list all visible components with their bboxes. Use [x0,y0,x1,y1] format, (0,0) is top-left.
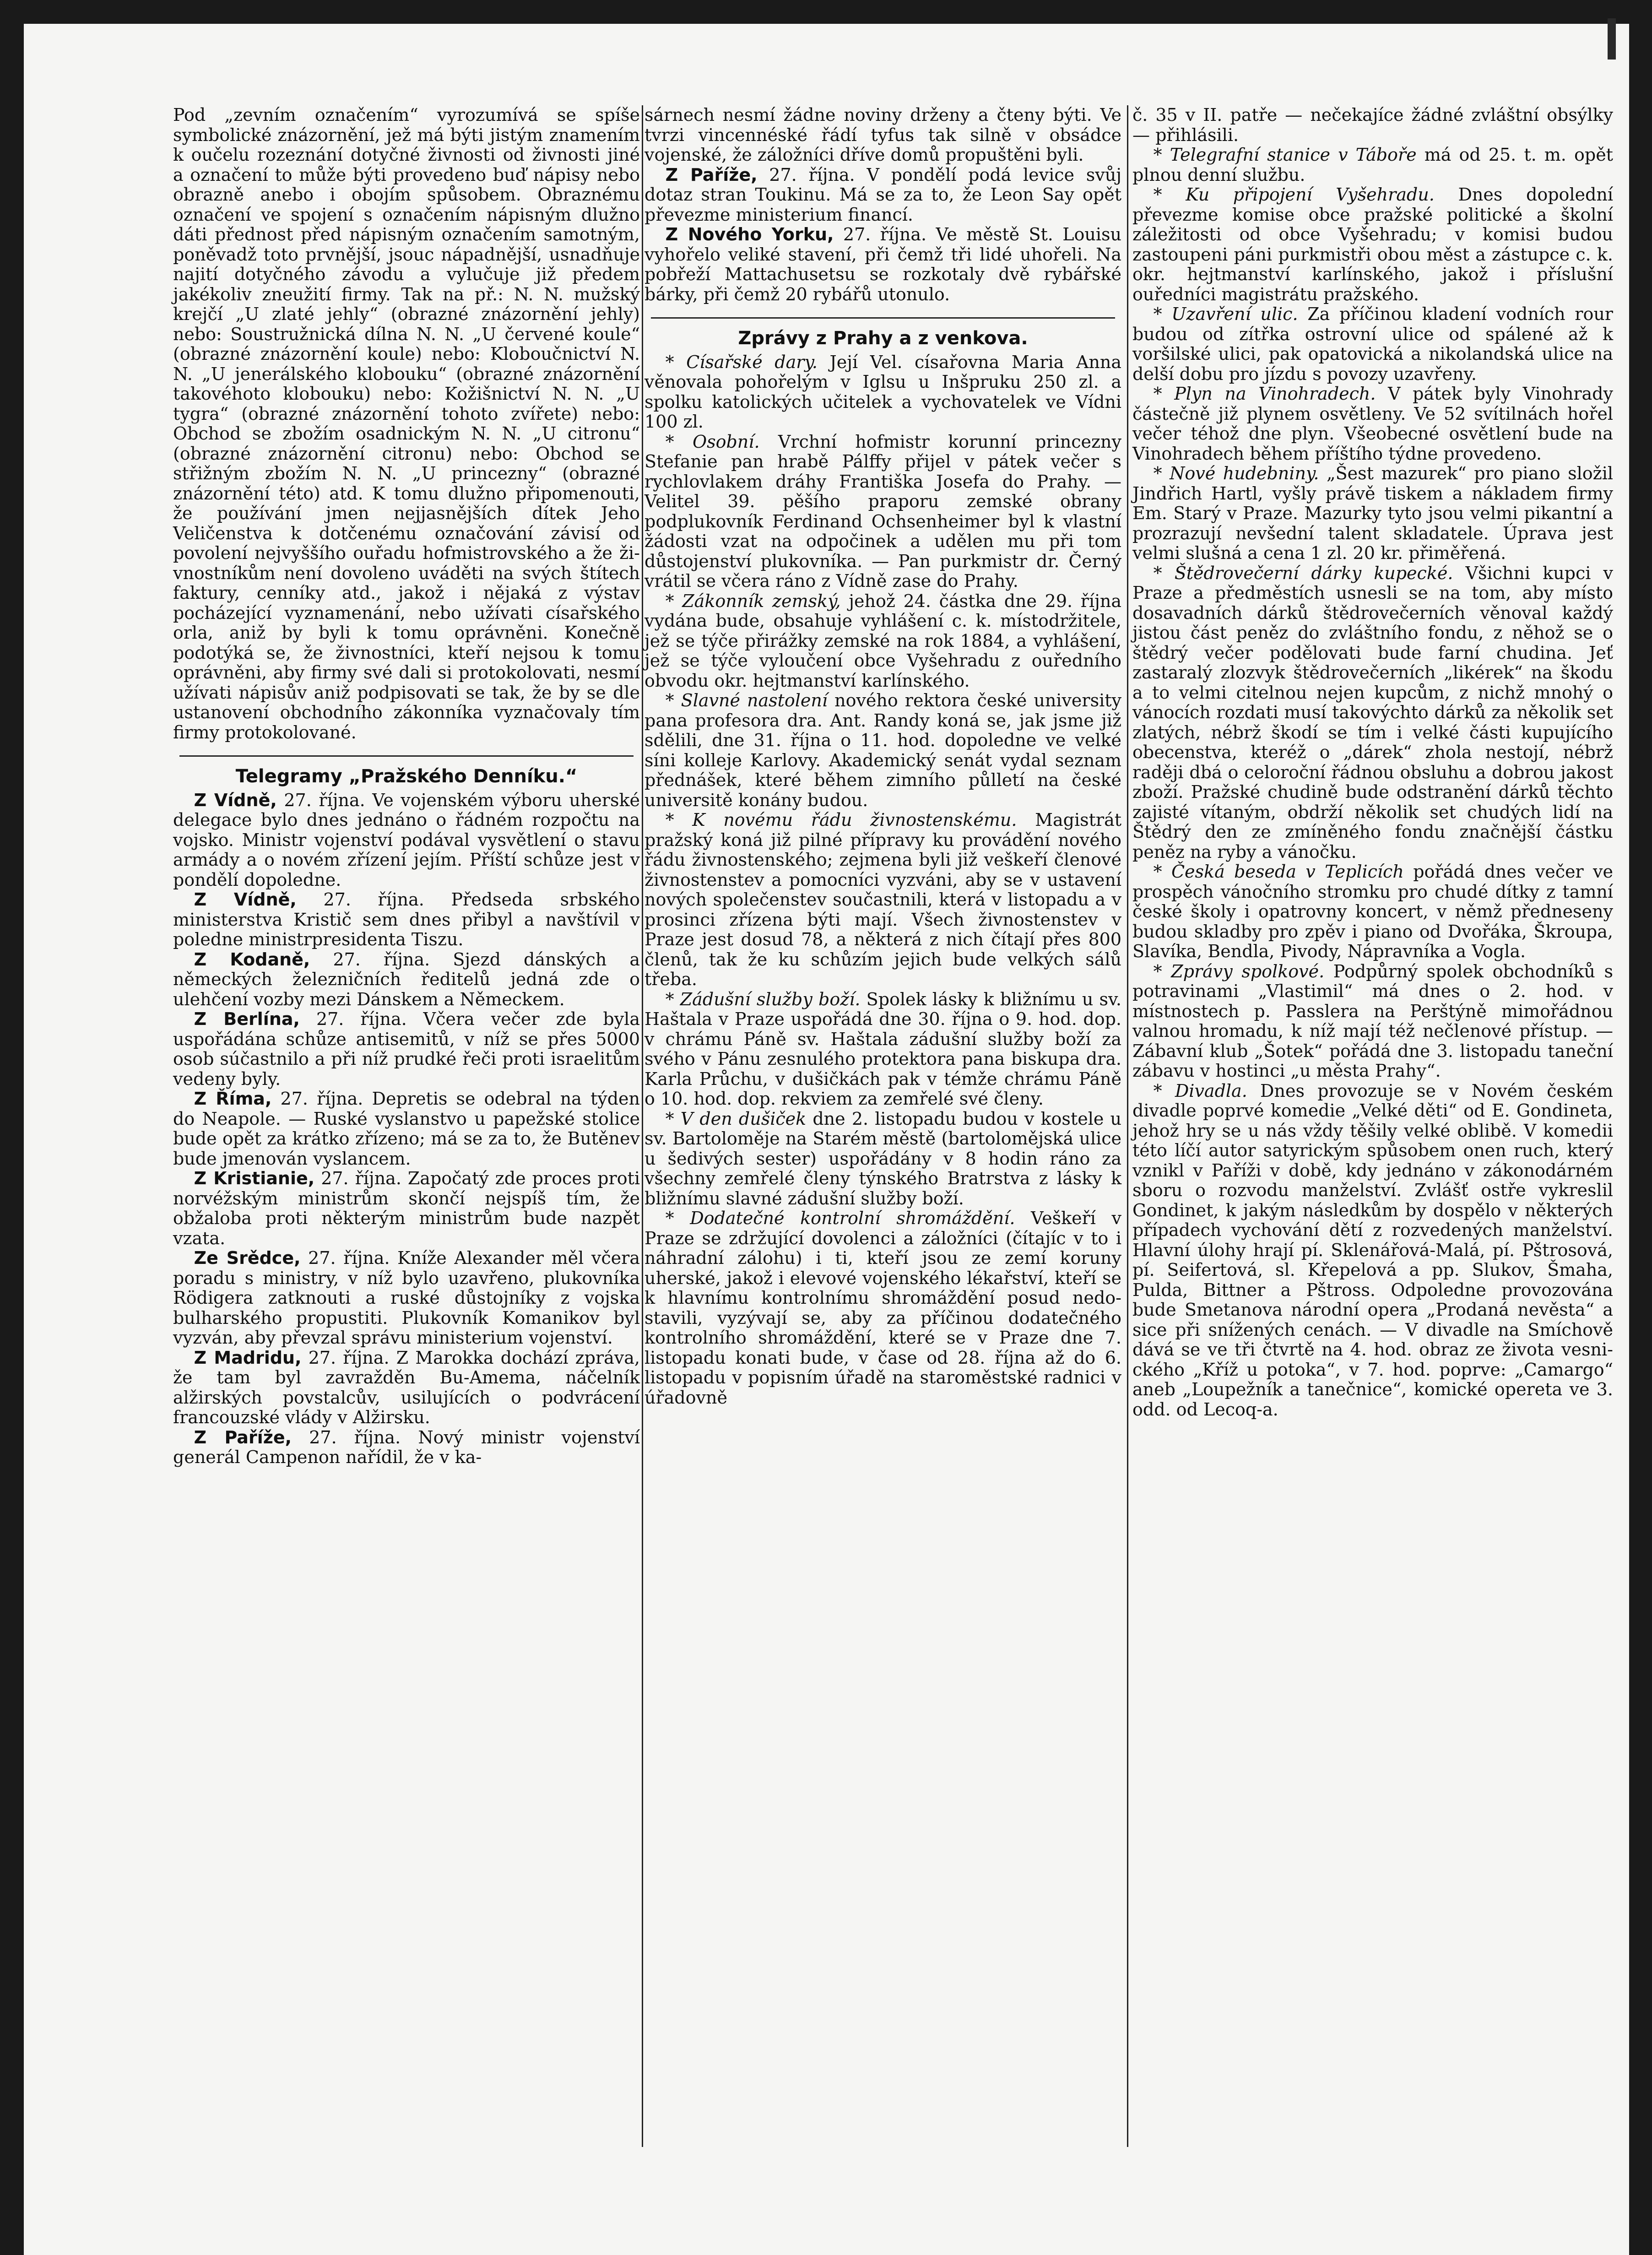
telegram-text: 27. října. Předseda srbského ministerstva Kristič sem dnes přibyl a navštívil v poledne ministrpresidenta Tiszu. [173,889,640,949]
news-item-title: Zprávy spolkové. [1171,961,1325,981]
news-item-title: Plyn na Vinohradech. [1174,384,1376,404]
section-divider [651,317,1115,319]
news-item: * Telegrafní stanice v Táboře má od 25. t. m. opět plnou denní službu. [1132,145,1613,185]
telegram-item [645,225,1121,304]
section-divider [179,755,634,757]
telegram-item [173,1089,640,1169]
news-list [645,352,1121,1408]
continued-paragraph: sárnech nesmí žádne noviny drženy a čteny býti. Ve tvrzi vincennéské řádí tyfus tak silně v obsádce vojenské, že záložníci dříve domů propuštěni byli. [645,105,1121,165]
news-item-title: Česká beseda v Teplicích [1171,862,1404,882]
telegram-text: 27. října. Včera večer zde byla uspořádána schůze antisemitů, v níž se přes 5000 osob súčastnilo a při níž prudké řeči proti israelitům vedeny byly. [173,1009,640,1089]
news-item: * Slavné nastolení nového rektora české university pana profesora dra. Ant. Randy koná se, jak jsme již sdělili, dne 31. října o 11. hod. dopoledne ve velké síni kolleje Karlovy. Akademický senát vydal seznam přednášek, které během zimního půlletí na české universitě konány budou. [645,690,1121,810]
telegram-list [645,165,1121,305]
telegram-text: 27. října. Započatý zde proces proti norvéžským ministrům skončí nejspíš tím, že obžaloba proti některým ministrům bude nazpět vzata. [173,1168,640,1248]
news-item: * Nové hudebniny. „Šest mazurek“ pro piano složil Jindřich Hartl, vyšly právě tiskem a nákladem firmy Em. Starý v Praze. Mazurky tyto jsou velmi pikantní a prozrazují nevšední talent skladatele. Úprava jest velmi slušná a cena 1 zl. 20 kr. přiměřená. [1132,463,1613,563]
news-item-text: dne 2. listopadu budou v kostele u sv. Bartoloměje na Starém městě (bartolomějská ulice u šedivých sester) uspořádány v 8 hodin ráno za všechny zemřelé členy týnského Bratrstva z lásky k bližnímu slavné zádušní služby boží. [645,1108,1121,1209]
telegram-text: 27. října. V pondělí podá levice svůj dotaz stran Toukinu. Má se za to, že Leon Say opět převezme ministerium financí. [645,164,1121,225]
news-item-text: Magistrát pražský koná již pilné přípravy ku provádění nového řádu živnostenského; zejmena byli již veškeří členové živnostenstev a pomocníci vyzváni, aby se v ustavení nových společenstev součastnili, která v listopadu a v prosinci zřízena býti mají. Všech živnostenstev v Praze jest dosud 78, a některá z nich čítají přes 800 členů, tak že ku schůzím jejich bude velkých sálů třeba. [645,810,1121,989]
news-item-text: V pátek byly Vinohrady částečně již plynem osvětleny. Ve 52 svítilnách hořel večer téhož dne plyn. Všeobecné osvětlení bude na Vinohradech během příštího týdne provedeno. [1132,384,1613,464]
news-item-text: Její Vel. císařovna Maria Anna věnovala pohořelým v Iglsu u Inšpruku 250 zl. a spolku katolických učitelek a vychovatelek ve Vídni 100 zl. [645,352,1121,432]
column-1 [173,105,640,1468]
news-item: * Štědrovečerní dárky kupecké. Všichni kupci v Praze a předměstích usnesli se na tom, aby místo dosavadních dárků štědrovečerních věnoval každý jistou část peněz do zvláštního fondu, z něhož se o štědrý večer podělovati bude farní chudina. Jeť zastaralý zlozvyk štědrovečerních „likérek“ na škodu a to velmi citelnou nejen kupcům, z nichž mnohý o vánocích rozdati musí takovýchto dárků za několik set zlatých, nébrž škodí se tím i velké části kupujícího obecenstva, kteréž o „dárek“ zhola nestojí, nébrž raději dbá o celoroční řádnou obsluhu a dobrou jakost zboží. Pražské chudině bude odstranění dárků těchto zajisté vítaným, obdrží několik set chudých lidí na Štědrý den ze zmíněného fondu značnější částku peněz na ryby a vánočku. [1132,563,1613,862]
news-item: * Divadla. Dnes provozuje se v Novém českém divadle poprvé komedie „Velké děti“ od E. Gondineta, jehož hry se u nás vždy těšily velké oblibě. V komedii této líčí autor satyrickým spůsobem onen ruch, který vznikl v Paříži v době, kdy jednáno v zákonodárném sboru o rozvodu manželství. Zvlášť ostře vykreslil Gondinet, k jakým následkům by dospělo v některých případech vychování dětí z rozvedených manželství. Hlavní úlohy hrají pí. Sklenářová-Malá, pí. Pštrosová, pí. Seifertová, sl. Křepelová a pp. Slukov, Šmaha, Pulda, Bittner a Pštross. Odpoledne provozována bude Smetanova národní opera „Prodaná nevěsta“ a sice při snížených cenách. — V divadle na Smíchově dává se ve tři čtvrtě na 4. hod. obraz ze života vesnického „Kříž u potoka“, v 7. hod. poprve: „Camargo“ aneb „Loupežník a tanečnice“, komické opereta ve 3. odd. od Lecoq-a. [1132,1080,1613,1420]
news-item: * K novému řádu živnostenskému. Magistrát pražský koná již pilné přípravy ku provádění nového řádu živnostenského; zejmena byli již veškeří členové živnostenstev a pomocníci vyzváni, aby se v ustavení nových společenstev součastnili, která v listopadu a v prosinci zřízena býti mají. Všech živnostenstev v Praze jest dosud 78, a některá z nich čítají přes 800 členů, tak že ku schůzím jejich bude velkých sálů třeba. [645,810,1121,989]
telegram-place: Z Kodaně, [194,949,310,970]
scan-corner-mark [1608,18,1616,60]
news-item-title: Ku připojení Vyšehradu. [1186,184,1435,205]
news-item-text: Dnes provozuje se v Novém českém divadle poprvé komedie „Velké děti“ od E. Gondineta, jehož hry se u nás vždy těšily velké oblibě. V komedii této líčí autor satyrickým spůsobem onen ruch, který vznikl v Paříži v době, kdy jednáno v zákonodárném sboru o rozvodu manželství. Zvlášť ostře vykreslil Gondinet, k jakým následkům by dospělo v některých případech vychování dětí z rozvedených manželství. Hlavní úlohy hrají pí. Sklenářová-Malá, pí. Pštrosová, pí. Seifertová, sl. Křepelová a pp. Slukov, Šmaha, Pulda, Bittner a Pštross. Odpoledne provozována bude Smetanova národní opera „Prodaná nevěsta“ a sice při snížených cenách. — V divadle na Smíchově dává se ve tři čtvrtě na 4. hod. obraz ze života vesnického „Kříž u potoka“, v 7. hod. poprve: „Camargo“ aneb „Loupežník a tanečnice“, komické opereta ve 3. odd. od Lecoq-a. [1132,1080,1613,1420]
telegram-item [173,890,640,950]
news-item-title: Štědrovečerní dárky kupecké. [1174,563,1453,583]
news-item: * Uzavření ulic. Za příčinou kladení vodních rour budou od zítřka ostrovní ulice od spálené až k voršilské ulici, pak opatovická a nikolandská ulice na delší dobu pro jízdu s povozy uzavřeny. [1132,304,1613,384]
telegram-place: Z Vídně, [194,889,297,910]
telegram-text: 27. října. Ve vojenském výboru uherské delegace bylo dnes jednáno o řádném rozpočtu na vojsko. Ministr vojenství podával vysvětlení o stavu armády a o novém zřízení jejím. Příští schůze jest v pondělí dopoledne. [173,790,640,890]
section-heading-telegrams: Telegramy „Pražského Denníku.“ [235,766,578,787]
telegram-text: 27. října. Nový ministr vojenství generál Campenon nařídil, že v ka- [173,1427,640,1467]
telegram-item [173,950,640,1010]
news-item-title: Telegrafní stanice v Táboře [1170,145,1417,165]
news-item-text: „Šest mazurek“ pro piano složil Jindřich Hartl, vyšly právě tiskem a nákladem firmy Em. Starý v Praze. Mazurky tyto jsou velmi pikantní a prozrazují nevšední talent skladatele. Úprava jest velmi slušná a cena 1 zl. 20 kr. přiměřená. [1132,463,1613,563]
telegram-place: Z Nového Yorku, [665,224,834,244]
telegram-item [173,1348,640,1428]
news-item-title: K novému řádu živnostenskému. [692,810,1017,830]
news-item-title: Divadla. [1175,1080,1247,1101]
scan-border-right [1629,0,1652,2255]
news-item: * Dodatečné kontrolní shromáždění. Veškeří v Praze se zdržující dovolenci a záložníci (čítajíc v to i náhradní zálohu) i ti, kteří jsou ze zemí koruny uherské, jakož i elevové vojenského lékařství, kteří se k hlavnímu kontrolnímu shromáždění posud nedostavili, vyzývají se, aby za příčinou dodatečného kontrolního shromáždění, které se v Praze dne 7. listopadu konati bude, v čase od 28. října až do 6. listopadu v popisním úřadě na staroměstské radnici v úřadovně [645,1208,1121,1408]
news-list [1132,145,1613,1420]
news-item-text: pořádá dnes večer ve prospěch vánočního stromku pro chudé dítky z tamní české školy i opatrovny koncert, v němž předneseny budou skladby pro zpěv i piano od Dvořáka, Škroupa, Slavíka, Bendla, Pivody, Nápravníka a Vogla. [1132,862,1613,961]
news-item: * Ku připojení Vyšehradu. Dnes dopolední převezme komise obce pražské politické a školní záležitosti od obce Vyšehradu; v komisi budou zastoupeni páni purkmistři obou měst a zástupce c. k. okr. hejtmanství karlínského, jakož i příslušní ouředníci magistrátu pražského. [1132,184,1613,304]
news-item-text: má od 25. t. m. opět plnou denní službu. [1132,145,1613,185]
news-item-text: Veškeří v Praze se zdržující dovolenci a záložníci (čítajíc v to i náhradní zálohu) i ti, kteří jsou ze zemí koruny uherské, jakož i elevové vojenského lékařství, kteří se k hlavnímu kontrolnímu shromáždění posud nedostavili, vyzývají se, aby za příčinou dodatečného kontrolního shromáždění, které se v Praze dne 7. listopadu konati bude, v čase od 28. října až do 6. listopadu v popisním úřadě na staroměstské radnici v úřadovně [645,1208,1121,1408]
section-heading-news: Zprávy z Prahy a z venkova. [738,328,1028,349]
telegram-text: 27. října. Kníže Alexander měl včera poradu s ministry, v níž bylo uzavřeno, plukovníka Rödigera zatknouti a ruské důstojníky z vojska bulharského propustiti. Plukovník Komanikov byl vyzván, aby převzal správu ministerium vojenství. [173,1248,640,1348]
news-item-text: Vrchní hofmistr korunní princezny Stefanie pan hrabě Pálffy přijel v pátek večer s rychlovlakem dráhy Františka Josefa do Prahy. — Velitel 39. pěšího praporu zemské obrany podplukovník Ferdinand Ochsenheimer byl k vlastní žádosti vzat na odpočinek a udělen mu při tom důstojenství plukovníka. — Pan purkmistr dr. Černý vrátil se včera ráno z Vídně zase do Prahy. [645,431,1121,591]
telegram-place: Z Madridu, [194,1347,302,1368]
news-item: * Zákonník zemský, jehož 24. částka dne 29. října vydána bude, obsahuje vyhlášení c. k. místodržitele, jež se týče přirážky zemské na rok 1884, a vyhlášení, jež se týče vyloučení obce Vyšehradu z ouředního obvodu okr. hejtmanství karlínského. [645,591,1121,691]
news-item-text: jehož 24. částka dne 29. října vydána bude, obsahuje vyhlášení c. k. místodržitele, jež se týče přirážky zemské na rok 1884, a vyhlášení, jež se týče vyloučení obce Vyšehradu z ouředního obvodu okr. hejtmanství karlínského. [645,591,1121,691]
news-item: * Osobní. Vrchní hofmistr korunní princezny Stefanie pan hrabě Pálffy přijel v pátek večer s rychlovlakem dráhy Františka Josefa do Prahy. — Velitel 39. pěšího praporu zemské obrany podplukovník Ferdinand Ochsenheimer byl k vlastní žádosti vzat na odpočinek a udělen mu při tom důstojenství plukovníka. — Pan purkmistr dr. Černý vrátil se včera ráno z Vídně zase do Prahy. [645,431,1121,591]
news-item-title: Slavné nastolení [681,690,828,710]
news-item-title: Nové hudebniny. [1170,463,1319,483]
telegram-item [173,1428,640,1468]
continued-paragraph: č. 35 v II. patře — nečekajíce žádné zvláštní obsýlky — přihlásili. [1132,105,1613,145]
telegram-item [173,1248,640,1348]
news-item-title: Zádušní služby boží. [680,989,861,1009]
news-item-text: Podpůrný spolek obchodníků s potravinami „Vlastimil“ má dnes o 2. hod. v místnostech p. Passlera na Perštýně mimořádnou valnou hromadu, k níž mají též nečlenové přístup. — Zábavní klub „Šotek“ pořádá dne 3. listopadu taneční zábavu v hostinci „u města Prahy“. [1132,961,1613,1081]
column-3 [1132,105,1613,1420]
telegram-item [173,1169,640,1248]
telegram-place: Z Říma, [194,1089,272,1109]
news-item: * V den dušiček dne 2. listopadu budou v kostele u sv. Bartoloměje na Starém městě (bartolomějská ulice u šedivých sester) uspořádány v 8 hodin ráno za všechny zemřelé členy týnského Bratrstva z lásky k bližnímu slavné zádušní služby boží. [645,1108,1121,1209]
telegram-place: Z Berlína, [194,1009,300,1029]
news-item-text: Všichni kupci v Praze a předměstích usnesli se na tom, aby místo dosavadních dárků štědrovečerních věnoval každý jistou část peněz do zvláštního fondu, z něhož se o štědrý večer podělovati bude farní chudina. Jeť zastaralý zlozvyk štědrovečerních „likérek“ na škodu a to velmi citelnou nejen kupcům, z nichž mnohý o vánocích rozdati musí takovýchto dárků za několik set zlatých, nébrž škodí se tím i velké části kupujícího obecenstva, kteréž o „dárek“ zhola nestojí, nébrž raději dbá o celoroční řádnou obsluhu a dobrou jakost zboží. Pražské chudině bude odstranění dárků těchto zajisté vítaným, obdrží několik set chudých lidí na Štědrý den ze zmíněného fondu značnější částku peněz na ryby a vánočku. [1132,563,1613,862]
news-item: * Císařské dary. Její Vel. císařovna Maria Anna věnovala pohořelým v Iglsu u Inšpruku 250 zl. a spolku katolických učitelek a vychovatelek ve Vídni 100 zl. [645,352,1121,432]
telegram-place: Ze Srědce, [194,1248,301,1268]
telegram-place: Z Paříže, [194,1427,292,1447]
telegram-place: Z Vídně, [194,790,277,810]
news-item-text: Spolek lásky k bližnímu u sv. Haštala v Praze uspořádá dne 30. října o 9. hod. dop. v chrámu Páně sv. Haštala zádušní služby boží za svého v Pánu zesnulého protektora pana biskupa dra. Karla Průchu, v dušičkách pak v témže chrámu Páně o 10. hod. dop. rekviem za zemřelé své členy. [645,989,1121,1109]
news-item-title: Osobní. [692,431,760,452]
news-item-title: V den dušiček [680,1108,807,1129]
news-item: * Zádušní služby boží. Spolek lásky k bližnímu u sv. Haštala v Praze uspořádá dne 30. října o 9. hod. dop. v chrámu Páně sv. Haštala zádušní služby boží za svého v Pánu zesnulého protektora pana biskupa dra. Karla Průchu, v dušičkách pak v témže chrámu Páně o 10. hod. dop. rekviem za zemřelé své členy. [645,989,1121,1109]
news-item-title: Císařské dary. [686,352,818,372]
telegram-place: Z Kristianie, [194,1168,315,1188]
telegram-text: 27. října. Sjezd dánských a německých železničních ředitelů jedná zde o ulehčení vozby mezi Dánskem a Německem. [173,949,640,1009]
news-item-text: nového rektora české university pana profesora dra. Ant. Randy koná se, jak jsme již sdělili, dne 31. října o 11. hod. dopoledne ve velké síni kolleje Karlovy. Akademický senát vydal seznam přednášek, které během zimního půlletí na české universitě konány budou. [645,690,1121,810]
scan-border-top [0,0,1652,24]
news-item: * Česká beseda v Teplicích pořádá dnes večer ve prospěch vánočního stromku pro chudé dítky z tamní české školy i opatrovny koncert, v němž předneseny budou skladby pro zpěv i piano od Dvořáka, Škroupa, Slavíka, Bendla, Pivody, Nápravníka a Vogla. [1132,862,1613,961]
scan-border-left [0,0,24,2255]
column-rule-1 [642,105,643,2147]
news-item-text: Za příčinou kladení vodních rour budou od zítřka ostrovní ulice od spálené až k voršilské ulici, pak opatovická a nikolandská ulice na delší dobu pro jízdu s povozy uzavřeny. [1132,304,1613,384]
news-item: * Plyn na Vinohradech. V pátek byly Vinohrady částečně již plynem osvětleny. Ve 52 svítilnách hořel večer téhož dne plyn. Všeobecné osvětlení bude na Vinohradech během příštího týdne provedeno. [1132,384,1613,464]
telegram-item [645,165,1121,225]
news-item-text: Dnes dopolední převezme komise obce pražské politické a školní záležitosti od obce Vyšehradu; v komisi budou zastoupeni páni purkmistři obou měst a zástupce c. k. okr. hejtmanství karlínského, jakož i příslušní ouředníci magistrátu pražského. [1132,184,1613,304]
article-paragraph: Pod „zevním označením“ vyrozumívá se spíše symbolické znázornění, jež má býti jistým znamením k oučelu rozeznání dotyčné živnosti od živnosti jiné a označení to může býti provedeno buď nápisy nebo obrazně anebo i obojím spůsobem. Obraznému označení ve spojení s označením nápisným dlužno dáti přednost před nápisným označením samotným, poněvadž toto prvnější, jsouc nápadnější, usnadňuje najití dotyčného závodu a vylučuje již předem jakékoliv zneužití firmy. Tak na př.: N. N. mužský krejčí „U zlaté jehly“ (obrazné znázornění jehly) nebo: Soustružnická dílna N. N. „U červené koule“ (obrazné znázornění koule) nebo: Kloboučnictví N. N. „U jenerálského klobouku“ (obrazné znázornění takovéhoto klobouku) nebo: Kožišnictví N. N. „U tygra“ (obrazné znázornění tohoto zvířete) nebo: Obchod se zbožím osadnickým N. N. „U citronu“ (obrazné znázornění citronu) nebo: Obchod se střižným zbožím N. N. „U princezny“ (obrazné znázornění této) atd. K tomu dlužno připomenouti, že používání jmen nejjasnějších dítek Jeho Veličenstva k dotčenému označování závisí od povolení nejvyššího ouřadu hofmistrovského a že živnostníkům není dovoleno uváděti na svých štítech faktury, cenníky atd., jakož i nějaká z výstav pocházející vyznamenání, nebo užívati císařského orla, aniž by byli k tomu oprávněni. Konečně podotýká se, že živnostníci, kteří nejsou k tomu oprávněni, aby firmy své dali si protokolovati, nesmí užívati nápisův aniž podpisovati se tak, že by se dle ustanovení obchodního zákonníka vyznačovaly tím firmy protokolované. [173,105,640,743]
telegram-list [173,791,640,1468]
telegram-item [173,791,640,890]
telegram-text: 27. října. Depretis se odebral na týden do Neapole. — Ruské vyslanstvo u papežské stolice bude opět za krátko zřízeno; má se za to, že Butěnev bude jmenován vyslancem. [173,1089,640,1169]
telegram-text: 27. října. Z Marokka dochází zpráva, že tam byl zavražděn Bu-Amema, náčelník alžirských povstalcův, usilujících o podvrácení francouzské vlády v Alžirsku. [173,1347,640,1427]
news-item-title: Dodatečné kontrolní shromáždění. [690,1208,1015,1228]
column-rule-2 [1127,105,1128,2147]
news-item-title: Uzavření ulic. [1171,304,1298,324]
column-2 [645,105,1121,1408]
telegram-item [173,1009,640,1089]
telegram-text: 27. října. Ve městě St. Louisu vyhořelo veliké stavení, při čemž tři lidé uhořeli. Na pobřeží Mattachusetsu se rozkotaly dvě rybářské bárky, při čemž 20 rybářů utonulo. [645,224,1121,304]
news-item: * Zprávy spolkové. Podpůrný spolek obchodníků s potravinami „Vlastimil“ má dnes o 2. hod. v místnostech p. Passlera na Perštýně mimořádnou valnou hromadu, k níž mají též nečlenové přístup. — Zábavní klub „Šotek“ pořádá dne 3. listopadu taneční zábavu v hostinci „u města Prahy“. [1132,961,1613,1081]
telegram-place: Z Paříže, [665,164,758,185]
news-item-title: Zákonník zemský, [682,591,841,611]
